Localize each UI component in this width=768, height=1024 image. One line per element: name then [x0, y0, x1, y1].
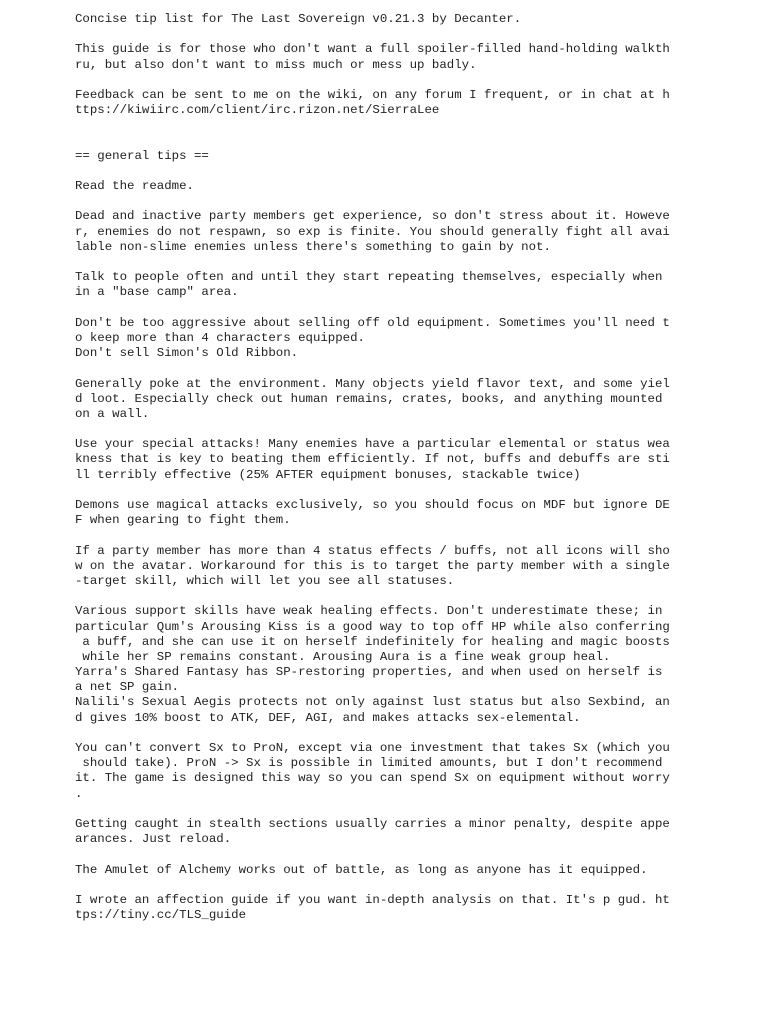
text-line: .	[75, 786, 83, 801]
text-line: Demons use magical attacks exclusively, so you should focus on MDF but ignore DE	[75, 498, 670, 512]
text-line: ru, but also don't want to miss much or mess up badly.	[75, 57, 477, 72]
text-line: d loot. Especially check out human remains, crates, books, and anything mounted	[75, 391, 663, 406]
text-line: ttps://kiwiirc.com/client/irc.rizon.net/SierraLee	[75, 103, 440, 118]
feedback-paragraph	[75, 88, 695, 118]
blank-line	[75, 528, 695, 543]
text-line: If a party member has more than 4 status effects / buffs, not all icons will sho	[75, 543, 670, 558]
text-line: a buff, and she can use it on herself indefinitely for healing and magic boosts	[75, 634, 670, 649]
text-line: This guide is for those who don't want a full spoiler-filled hand-holding walkth	[75, 42, 670, 57]
tip-paragraph	[75, 604, 695, 726]
text-line: in a "base camp" area.	[75, 285, 239, 300]
text-line: Use your special attacks! Many enemies have a particular elemental or status wea	[75, 437, 670, 452]
text-line: on a wall.	[75, 406, 150, 421]
text-line: Feedback can be sent to me on the wiki, on any forum I frequent, or in chat at h	[75, 87, 670, 102]
blank-line	[75, 589, 695, 604]
text-line: tps://tiny.cc/TLS_guide	[75, 908, 247, 923]
blank-line	[75, 164, 695, 179]
blank-line	[75, 726, 695, 741]
tips-list	[75, 179, 695, 923]
text-line: kness that is key to beating them efficiently. If not, buffs and debuffs are sti	[75, 452, 670, 467]
text-line: The Amulet of Alchemy works out of battle, as long as anyone has it equipped.	[75, 862, 648, 877]
text-line: o keep more than 4 characters equipped.	[75, 330, 365, 345]
tip-paragraph	[75, 377, 695, 423]
text-line: Read the readme.	[75, 179, 194, 194]
text-line: Nalili's Sexual Aegis protects not only against lust status but also Sexbind, an	[75, 695, 670, 710]
blank-line	[75, 847, 695, 862]
text-line: r, enemies do not respawn, so exp is finite. You should generally fight all avai	[75, 224, 670, 239]
intro-paragraph	[75, 42, 695, 72]
text-line: Don't sell Simon's Old Ribbon.	[75, 346, 299, 361]
text-line: I wrote an affection guide if you want in-depth analysis on that. It's p gud. ht	[75, 892, 670, 907]
text-line: Generally poke at the environment. Many objects yield flavor text, and some yiel	[75, 376, 670, 391]
tip-paragraph	[75, 741, 695, 802]
document-title: Concise tip list for The Last Sovereign v0.21.3 by Decanter.	[75, 12, 522, 26]
text-line: should take). ProN -> Sx is possible in limited amounts, but I don't recommend	[75, 756, 663, 771]
blank-line	[75, 194, 695, 209]
tip-paragraph	[75, 893, 695, 923]
tip-paragraph	[75, 270, 695, 300]
text-line: Don't be too aggressive about selling off old equipment. Sometimes you'll need t	[75, 315, 670, 330]
tip-paragraph	[75, 863, 695, 878]
text-line: while her SP remains constant. Arousing Aura is a fine weak group heal.	[75, 649, 611, 664]
blank-line	[75, 878, 695, 893]
tip-paragraph	[75, 437, 695, 483]
text-line: it. The game is designed this way so you can spend Sx on equipment without worry	[75, 771, 670, 786]
text-line: w on the avatar. Workaround for this is to target the party member with a single	[75, 558, 670, 573]
blank-line	[75, 422, 695, 437]
text-line: -target skill, which will let you see all statuses.	[75, 573, 455, 588]
tip-paragraph	[75, 544, 695, 590]
blank-line	[75, 134, 695, 149]
blank-line	[75, 802, 695, 817]
section-heading: == general tips ==	[75, 148, 209, 163]
text-line: ll terribly effective (25% AFTER equipment bonuses, stackable twice)	[75, 467, 581, 482]
text-line: arances. Just reload.	[75, 832, 232, 847]
tip-paragraph	[75, 498, 695, 528]
text-line: You can't convert Sx to ProN, except via one investment that takes Sx (which you	[75, 741, 670, 755]
text-line: Various support skills have weak healing effects. Don't underestimate these; in	[75, 604, 663, 619]
tip-paragraph	[75, 817, 695, 847]
text-line: particular Qum's Arousing Kiss is a good way to top off HP while also conferring	[75, 619, 670, 634]
blank-line	[75, 483, 695, 498]
tip-paragraph	[75, 179, 695, 194]
tip-paragraph	[75, 316, 695, 362]
blank-line	[75, 27, 695, 42]
text-line: Talk to people often and until they start repeating themselves, especially when	[75, 270, 663, 285]
document-page	[75, 12, 695, 923]
text-line: F when gearing to fight them.	[75, 513, 291, 528]
blank-line	[75, 301, 695, 316]
text-line: lable non-slime enemies unless there's something to gain by not.	[75, 239, 551, 254]
text-line: a net SP gain.	[75, 680, 180, 695]
blank-line	[75, 255, 695, 270]
text-line: Dead and inactive party members get experience, so don't stress about it. Howeve	[75, 209, 670, 224]
tip-paragraph	[75, 209, 695, 255]
blank-line	[75, 361, 695, 376]
blank-line	[75, 73, 695, 88]
text-line: Getting caught in stealth sections usually carries a minor penalty, despite appe	[75, 816, 670, 831]
blank-line	[75, 118, 695, 133]
text-line: d gives 10% boost to ATK, DEF, AGI, and makes attacks sex-elemental.	[75, 710, 581, 725]
text-line: Yarra's Shared Fantasy has SP-restoring properties, and when used on herself is	[75, 665, 663, 680]
